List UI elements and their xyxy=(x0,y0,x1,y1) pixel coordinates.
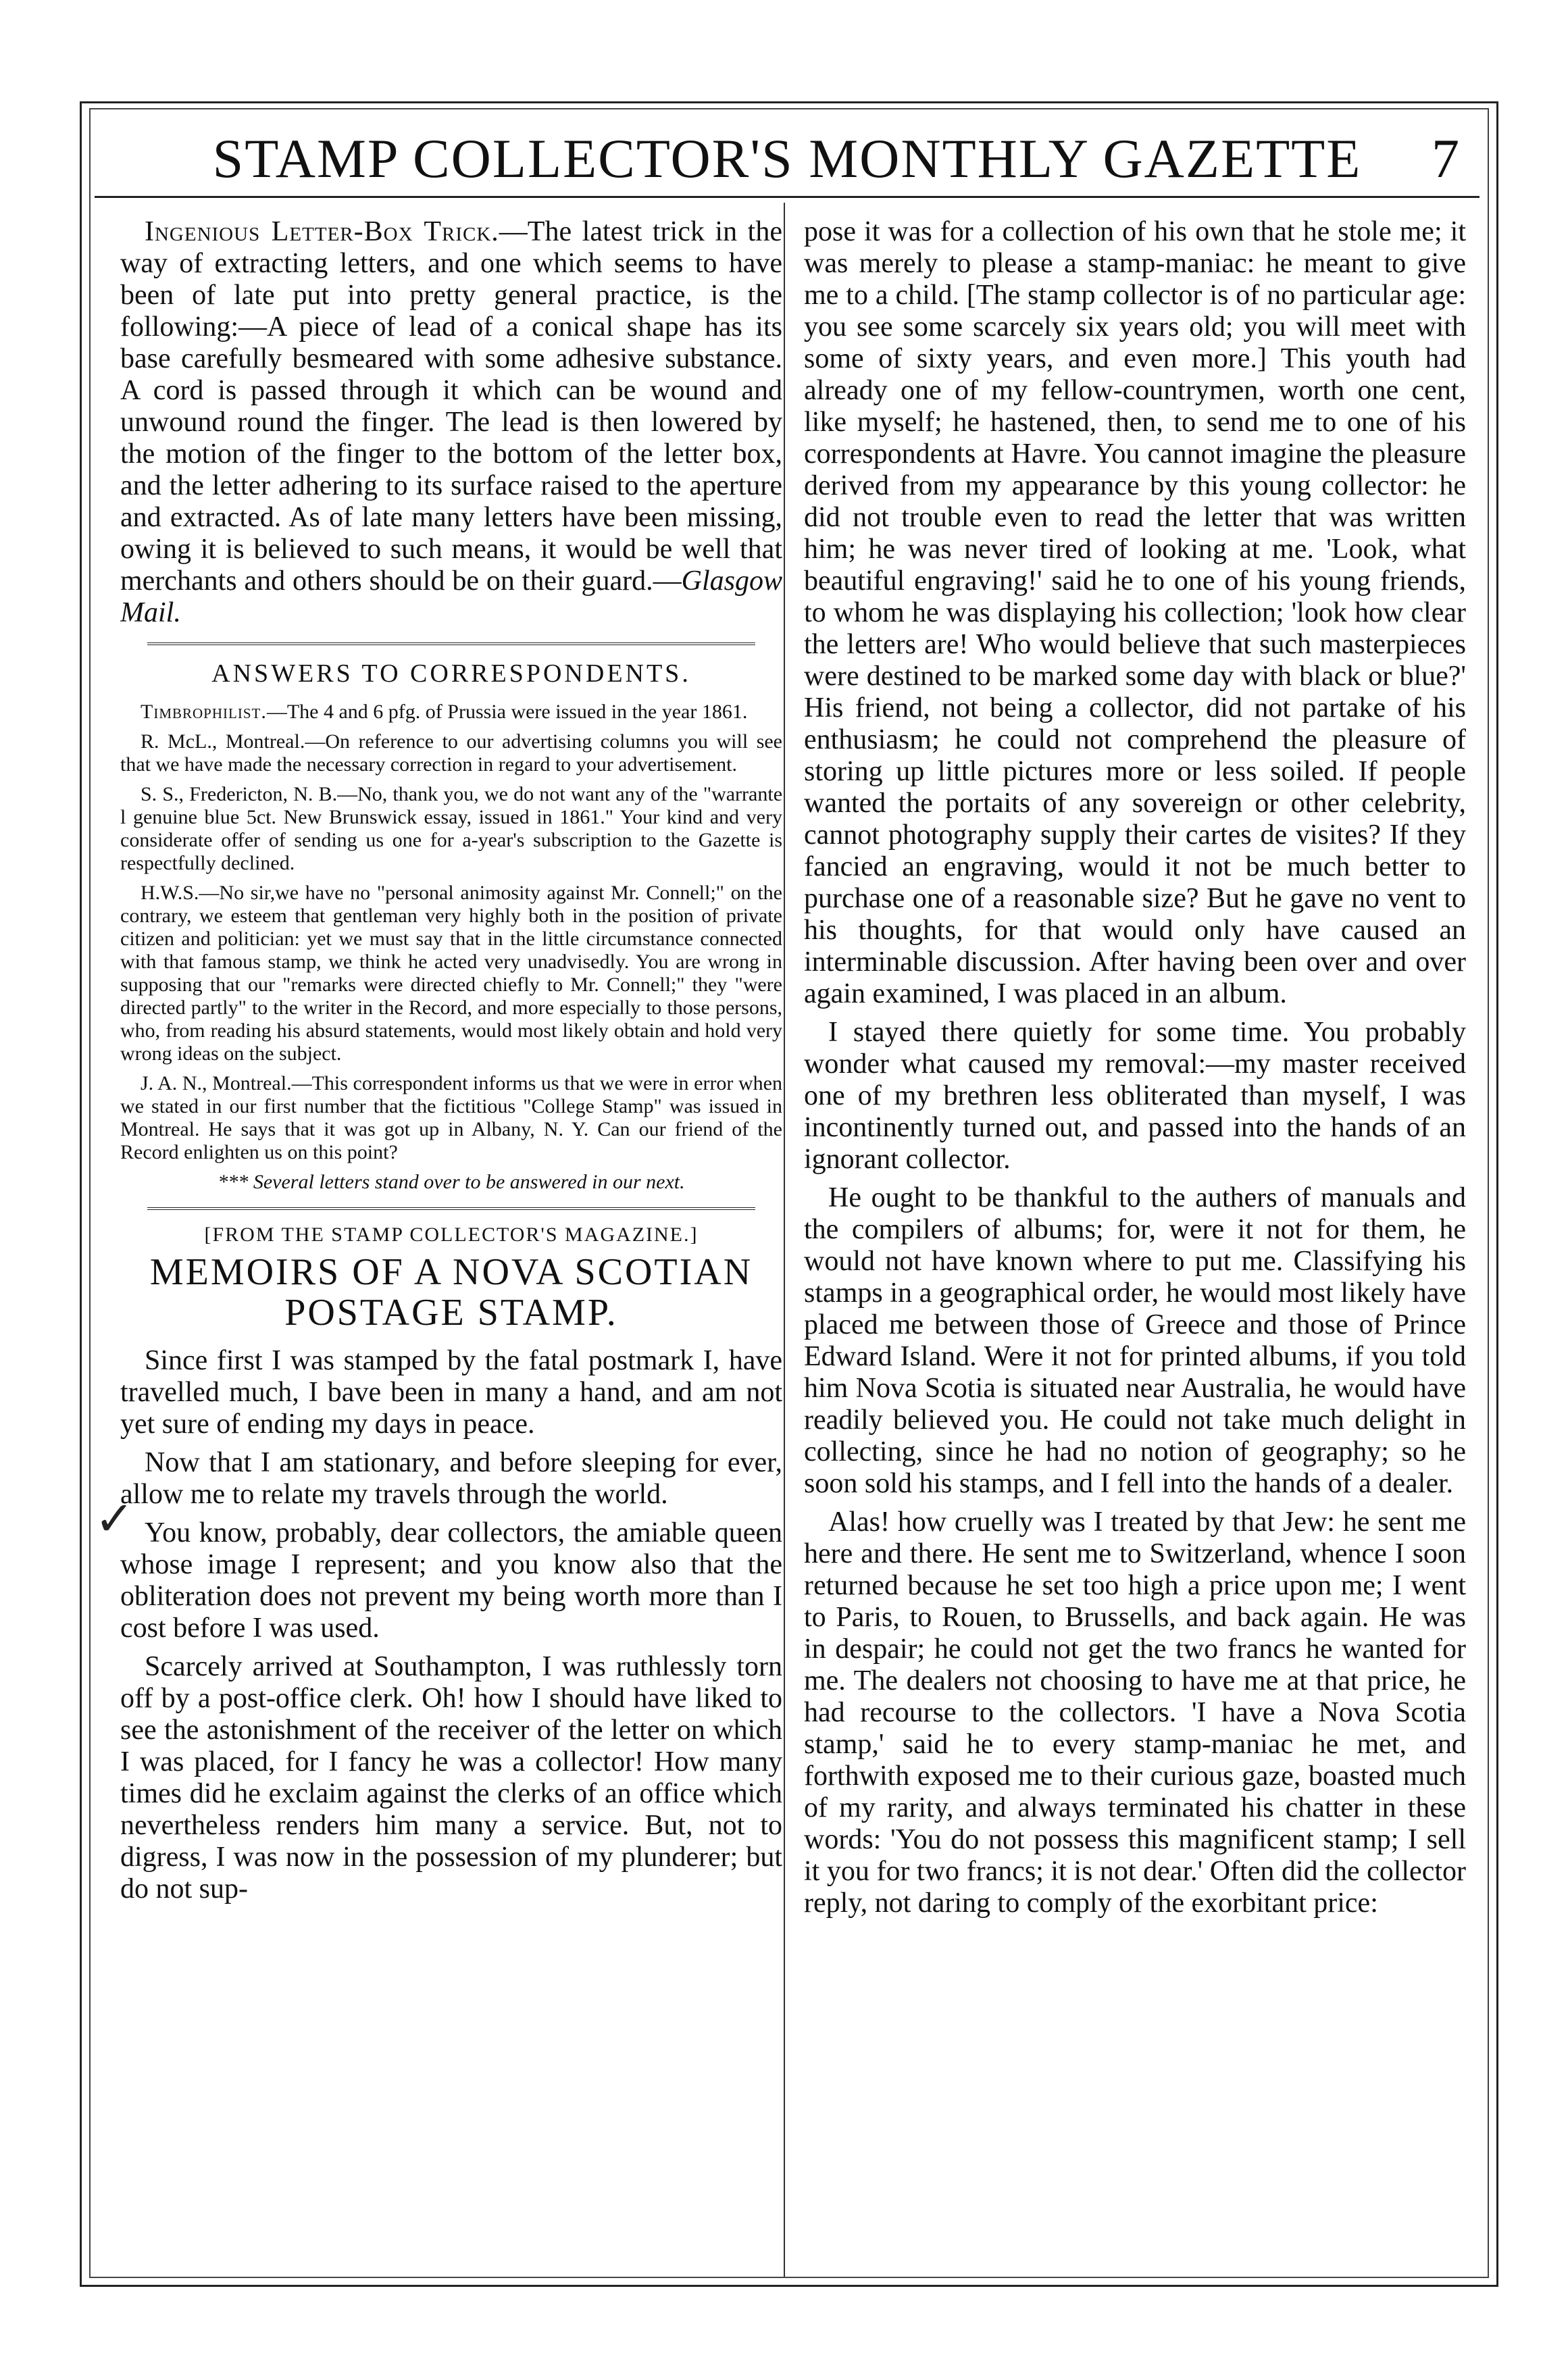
answer-item xyxy=(120,882,782,1065)
answers-heading: ANSWERS TO CORRESPONDENTS. xyxy=(211,659,691,688)
answer-item xyxy=(120,701,782,724)
memoir-continued-paragraph: Alas! how cruelly was I treated by that Jew: he sent me here and there. He sent me to Switzerland, whence I soon returned because he set too high a price upon me; I went to Paris, to Rouen, to Brussells, and back again. He was in despair; he could not get the two francs he wanted for me. The dealers not choosing to have me at that price, he had recourse to the collectors. 'I have a Nova Scotia stamp,' said he to every stamp-maniac he met, and forthwith exposed me to their curious gaze, boasted much of my rarity, and always terminated his chatter in these words: 'You do not possess this magnificent stamp; I sell it you for two francs; it is not dear.' Often did the collector reply, not daring to comply of the exorbitant price: xyxy=(804,1507,1466,1919)
handwritten-check-mark: ✓ xyxy=(95,1494,134,1546)
memoir-paragraph: Now that I am stationary, and before sleeping for ever, allow me to relate my travels through the world. xyxy=(120,1447,782,1510)
memoir-paragraph: Scarcely arrived at Southampton, I was ruthlessly torn off by a post-office clerk. Oh! how I should have liked to see the astonishment of the receiver of the letter on which I was placed, for I fancy he was a collector! How many times did he exclaim against the clerks of an office which nevertheless renders him many a service. But, not to digress, I was now in the possession of my plunderer; but do not sup- xyxy=(120,1651,782,1904)
article-title-line-1: MEMOIRS OF A NOVA SCOTIAN xyxy=(149,1251,753,1293)
memoir-body xyxy=(120,1345,782,1905)
header-rule xyxy=(95,196,1480,198)
answer-lead: J. A. N., Montreal. xyxy=(141,1072,292,1094)
column-divider xyxy=(784,203,785,2277)
answer-text: —On reference to our advertising columns you will see that we have made the necessary correction in regard to your advertisement. xyxy=(120,730,782,776)
answer-item xyxy=(120,1072,782,1164)
reprint-source: [FROM THE STAMP COLLECTOR'S MAGAZINE.] xyxy=(204,1223,699,1246)
ingenious-trick-text: —The latest trick in the way of extracting letters, and one which seems to have been of late put into pretty general practice, is the following:—A piece of lead of a conical shape has its base carefully besmeared with some adhesive substance. A cord is passed through it which can be wound and unwound round the finger. The lead is then lowered by the motion of the finger to the bottom of the letter box, and the letter adhering to its surface raised to the aperture and extracted. As of late many letters have been missing, owing it is believed to such means, it would be well that merchants and others should be on their guard.— xyxy=(120,216,782,597)
answer-text: —The 4 and 6 pfg. of Prussia were issued in the year 1861. xyxy=(266,701,748,723)
answer-item xyxy=(120,783,782,875)
answer-lead: H.W.S. xyxy=(141,882,199,904)
answer-lead: R. McL., Montreal. xyxy=(141,730,305,753)
page-header xyxy=(95,122,1480,196)
section-rule xyxy=(147,642,755,645)
article-title xyxy=(120,1252,782,1333)
answer-lead: S. S., Fredericton, N. B. xyxy=(141,783,338,805)
right-column xyxy=(804,216,1466,2270)
answer-item xyxy=(120,730,782,776)
memoir-paragraph: Since first I was stamped by the fatal postmark I, have travelled much, I bave been in many a hand, and am not yet sure of ending my days in peace. xyxy=(120,1345,782,1440)
answer-text: —No sir,we have no "personal animosity against Mr. Connell;" on the contrary, we esteem that gentleman very highly both in the position of private citizen and politician: yet we must say that in the little circumstance connected with that famous stamp, we think he acted very unadvisedly. You are wrong in supposing that our "remarks were directed chiefly to Mr. Connell;" they "were directed partly" to the writer in the Record, and more especially to those persons, who, from reading his absurd statements, would most likely obtain and hold very wrong ideas on the subject. xyxy=(120,882,782,1065)
left-column xyxy=(120,216,782,2270)
memoir-continued-paragraph: I stayed there quietly for some time. You probably wonder what caused my removal:—my master received one of my brethren less obliterated than myself, I was incontinently turned out, and passed into the hands of an ignorant collector. xyxy=(804,1017,1466,1175)
ingenious-trick-lead: Ingenious Letter-Box Trick. xyxy=(145,216,499,247)
publication-title: STAMP COLLECTOR'S MONTHLY GAZETTE xyxy=(212,128,1362,189)
ingenious-trick-source: Glasgow Mail. xyxy=(120,565,782,628)
page-number: 7 xyxy=(1432,128,1459,189)
article-title-line-2: POSTAGE STAMP. xyxy=(284,1292,618,1334)
memoir-paragraph: You know, probably, dear collectors, the amiable queen whose image I represent; and you know also that the obliteration does not prevent my being worth more than I cost before I was used. xyxy=(120,1517,782,1644)
memoir-continued-paragraph: He ought to be thankful to the authers of manuals and the compilers of albums; for, were it not for them, he would not have known where to put me. Classifying his stamps in a geographical order, he would most likely have placed me between those of Greece and those of Prince Edward Island. Were it not for printed albums, if you told him Nova Scotia is situated near Australia, he would have readily believed you. He could not take much delight in collecting, since he had no notion of geography; so he soon sold his stamps, and I fell into the hands of a dealer. xyxy=(804,1182,1466,1499)
answer-text: —No, thank you, we do not want any of the "warrante l genuine blue 5ct. New Brunswick essay, issued in 1861." Your kind and very considerate offer of sending us one for a-year's subscription to the Gazette is respectfully declined. xyxy=(120,783,782,874)
answer-lead: Timbrophilist. xyxy=(141,701,267,723)
answer-text: —This correspondent informs us that we were in error when we stated in our first number that the fictitious "College Stamp" was issued in Montreal. He says that it was got up in Albany, N. Y. Can our friend of the Record enlighten us on this point? xyxy=(120,1072,782,1163)
answers-list xyxy=(120,701,782,1194)
section-rule xyxy=(147,1207,755,1210)
ingenious-trick-paragraph xyxy=(120,216,782,629)
memoir-continued-paragraph: pose it was for a collection of his own that he stole me; it was merely to please a stamp-maniac: he meant to give me to a child. [The stamp collector is of no particular age: you see some scarcely six years old; you will meet with some of sixty years, and even more.] This youth had already one of my fellow-countrymen, worth one cent, like myself; he hastened, then, to send me to one of his correspondents at Havre. You cannot imagine the pleasure derived from my appearance by this young collector: he did not trouble even to read the letter that was written him; he was never tired of looking at me. 'Look, what beautiful engraving!' said he to one of his young friends, to whom he was displaying his collection; 'look how clear the letters are! Who would believe that such masterpieces were destined to be marked some day with black or blue?' His friend, not being a collector, did not partake of his enthusiasm; he could not comprehend the pleasure of storing up little pictures more or less soiled. If people wanted the portaits of any sovereign or other celebrity, cannot photography supply their cartes de visites? If they fancied an engraving, would it not be much better to purchase one of a reasonable size? But he gave no vent to his thoughts, for that would only have caused an interminable discussion. After having been over and over again examined, I was placed in an album. xyxy=(804,216,1466,1009)
answers-footnote: *** Several letters stand over to be answered in our next. xyxy=(218,1171,685,1193)
